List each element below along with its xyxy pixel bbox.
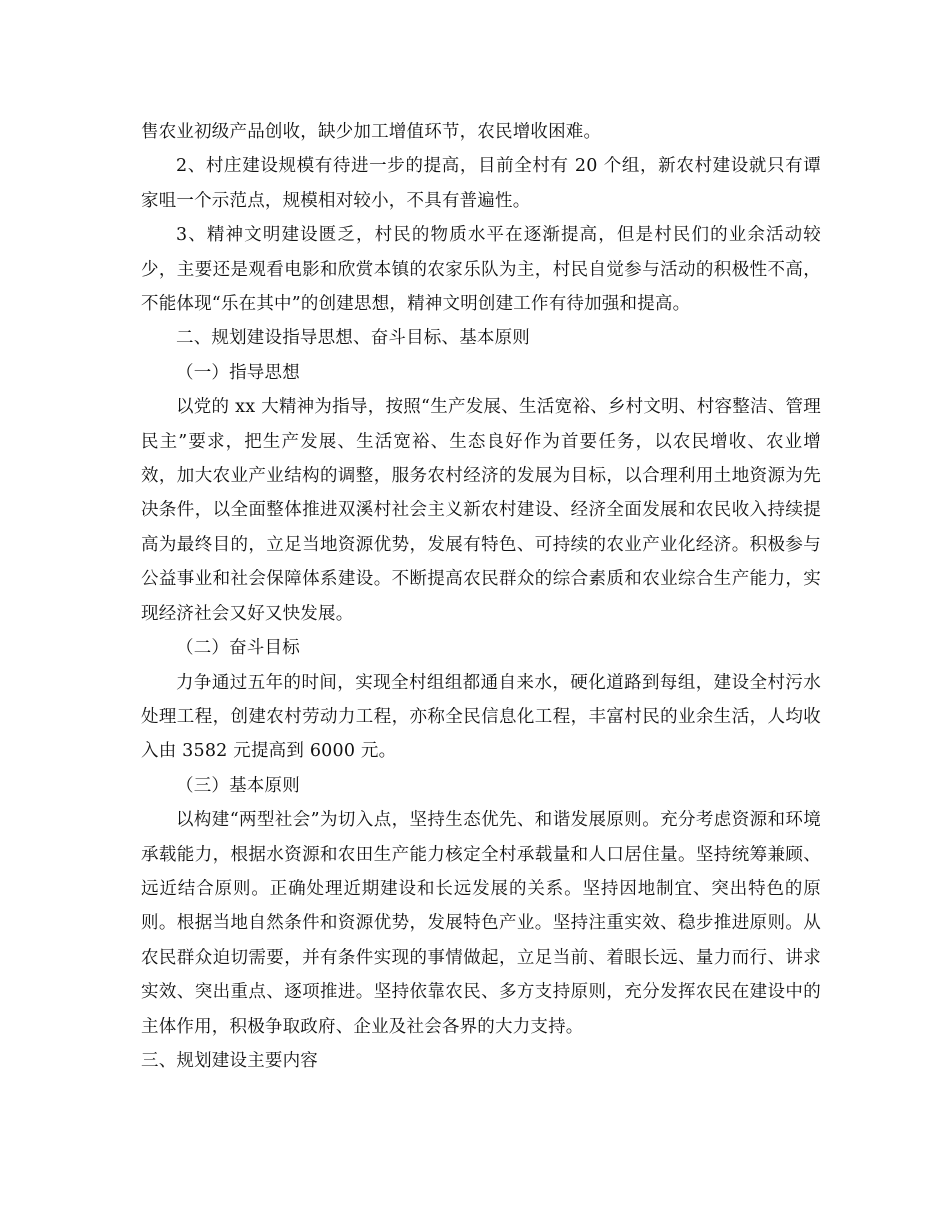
paragraph-guiding-ideology: 以党的 xx 大精神为指导，按照“生产发展、生活宽裕、乡村文明、村容整洁、管理民主”要求，把生产发展、生活宽裕、生态良好作为首要任务，以农民增收、农业增效，加大农业产业结构的调整，服务农村经济的发展为目标，以合理利用土地资源为先决条件，以全面整体推进双溪村社会主义新农村建设、经济全面发展和农民收入持续提高为最终目的，立足当地资源优势，发展有特色、可持续的农业产业化经济。积极参与公益事业和社会保障体系建设。不断提高农民群众的综合素质和农业综合生产能力，实现经济社会又好又快发展。 [141, 397, 821, 624]
subheading-goals: （二）奋斗目标 [176, 638, 300, 659]
section-heading-3: 三、规划建设主要内容 [141, 1050, 318, 1071]
subheading-guiding-ideology: （一）指导思想 [176, 362, 300, 383]
subheading-basic-principles: （三）基本原则 [176, 775, 300, 796]
document-body [141, 115, 821, 1078]
paragraph-basic-principles: 以构建“两型社会”为切入点，坚持生态优先、和谐发展原则。充分考虑资源和环境承载能力，根据水资源和农田生产能力核定全村承载量和人口居住量。坚持统筹兼顾、远近结合原则。正确处理近期建设和长远发展的关系。坚持因地制宜、突出特色的原则。根据当地自然条件和资源优势，发展特色产业。坚持注重实效、稳步推进原则。从农民群众迫切需要，并有条件实现的事情做起，立足当前、着眼长远、量力而行、讲求实效、突出重点、逐项推进。坚持依靠农民、多方支持原则，充分发挥农民在建设中的主体作用，积极争取政府、企业及社会各界的大力支持。 [141, 810, 821, 1037]
paragraph-goals: 力争通过五年的时间，实现全村组组都通自来水，硬化道路到每组，建设全村污水处理工程，创建农村劳动力工程，亦称全民信息化工程，丰富村民的业余生活，人均收入由 3582 元提高到 6000 元。 [141, 672, 821, 762]
paragraph-continuation: 售农业初级产品创收，缺少加工增值环节，农民增收困难。 [141, 122, 602, 142]
paragraph-issue-3: 3、精神文明建设匮乏，村民的物质水平在逐渐提高，但是村民们的业余活动较少，主要还是观看电影和欣赏本镇的农家乐队为主，村民自觉参与活动的积极性不高，不能体现“乐在其中”的创建思想，精神文明创建工作有待加强和提高。 [141, 225, 821, 315]
paragraph-issue-2: 2、村庄建设规模有待进一步的提高，目前全村有 20 个组，新农村建设就只有谭家咀一个示范点，规模相对较小，不具有普遍性。 [141, 156, 821, 211]
section-heading-2: 二、规划建设指导思想、奋斗目标、基本原则 [176, 328, 530, 349]
